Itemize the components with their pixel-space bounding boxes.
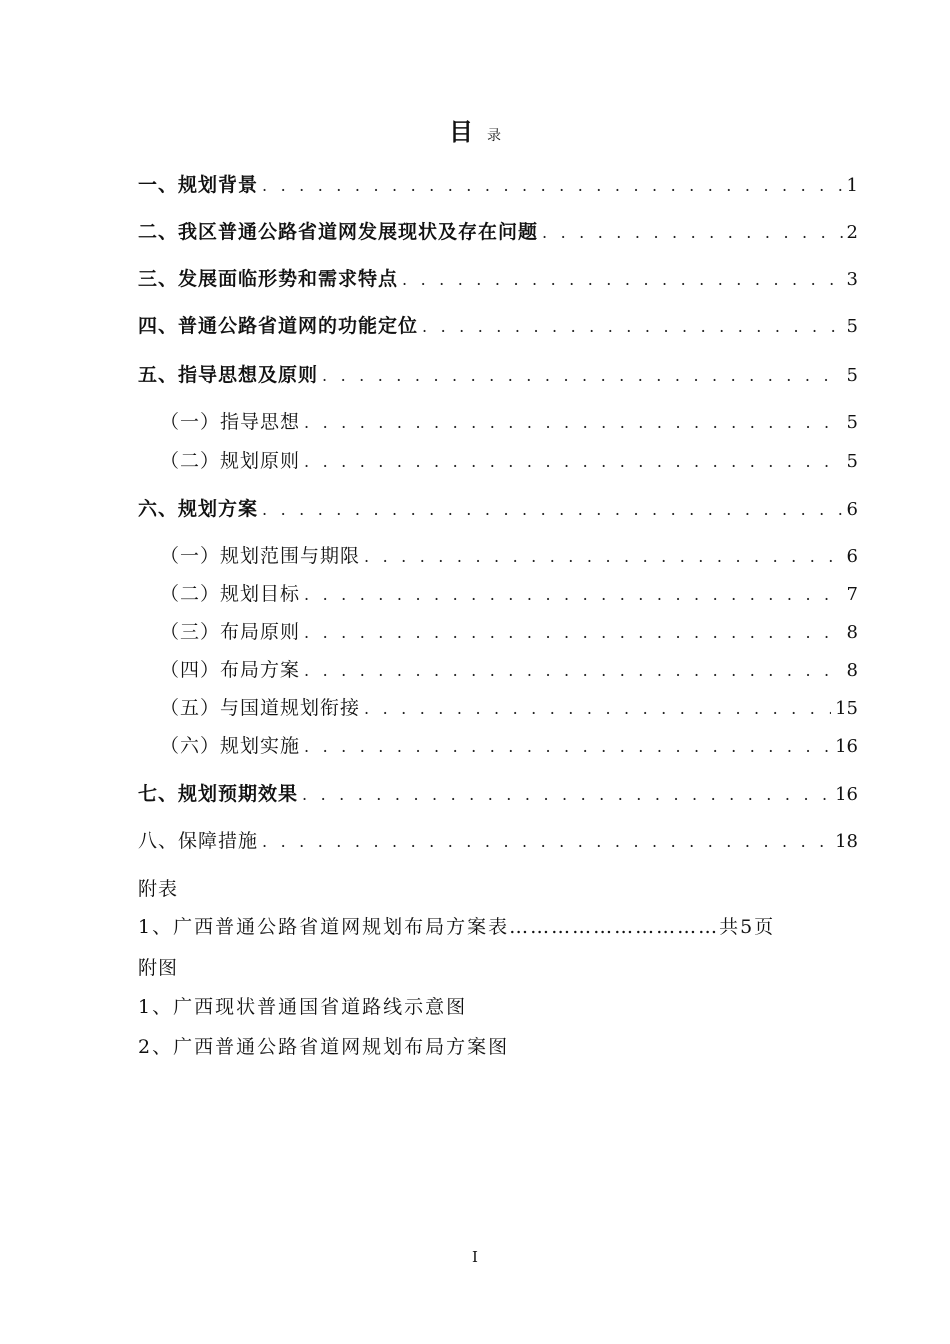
toc-entry[interactable] [138,217,858,244]
toc-entry-label: （一）规划范围与期限 [160,545,361,567]
toc-subentry[interactable] [160,655,858,682]
toc-title-sub: 录 [487,128,501,144]
toc-subentry[interactable] [160,446,858,473]
toc-entry-label: （一）指导思想 [160,411,301,433]
toc-entry-page: 8 [846,622,858,643]
toc-entry-page: 2 [846,222,858,243]
toc-entry-page: 3 [846,269,858,290]
toc-entry-page: 5 [846,412,858,433]
toc-entry-page: 5 [846,451,858,472]
toc-dot-leader [304,623,843,642]
appendix-table-item[interactable]: 1、广西普通公路省道网规划布局方案表…………………………共5页 [138,916,776,938]
toc-title [0,112,950,147]
toc-dot-leader [542,223,843,242]
toc-dot-leader [262,832,831,851]
toc-entry-label: 一、规划背景 [138,174,259,196]
toc-dot-leader [302,785,831,804]
toc-dot-leader [304,737,831,756]
toc-entry-page: 8 [846,660,858,681]
toc-entry-label: 四、普通公路省道网的功能定位 [138,315,419,337]
toc-entry[interactable] [138,779,858,806]
appendix-figure-item[interactable]: 1、广西现状普通国省道路线示意图 [138,996,468,1018]
toc-entry-label: （二）规划目标 [160,583,301,605]
toc-title-main: 目 [449,118,473,146]
toc-entry[interactable] [138,494,858,521]
toc-entry-label: 二、我区普通公路省道网发展现状及存在问题 [138,221,539,243]
toc-dot-leader [422,317,843,336]
toc-subentry[interactable] [160,617,858,644]
toc-entry[interactable] [138,311,858,338]
toc-entry-label: 五、指导思想及原则 [138,364,319,386]
toc-entry-label: 八、保障措施 [138,830,259,852]
toc-entry-page: 5 [846,365,858,386]
toc-dot-leader [304,452,843,471]
toc-dot-leader [262,176,843,195]
toc-dot-leader [364,547,843,566]
toc-dot-leader [304,413,843,432]
toc-entry-page: 6 [846,546,858,567]
toc-entry-page: 15 [835,698,858,719]
toc-entry-page: 18 [835,831,858,852]
toc-entry-page: 1 [846,175,858,196]
toc-entry-page: 7 [846,584,858,605]
toc-subentry[interactable] [160,541,858,568]
toc-entry-label: 三、发展面临形势和需求特点 [138,268,399,290]
toc-subentry[interactable] [160,579,858,606]
toc-entry[interactable] [138,170,858,197]
toc-entry-label: 七、规划预期效果 [138,783,299,805]
toc-entry[interactable] [138,264,858,291]
toc-entry-page: 5 [846,316,858,337]
toc-entry-label: （五）与国道规划衔接 [160,697,361,719]
toc-dot-leader [304,661,843,680]
toc-entry-label: （三）布局原则 [160,621,301,643]
toc-entry-page: 16 [835,736,858,757]
appendix-figure-item[interactable]: 2、广西普通公路省道网规划布局方案图 [138,1036,510,1058]
toc-subentry[interactable] [160,731,858,758]
toc-entry-label: 六、规划方案 [138,498,259,520]
appendix-table-heading: 附表 [138,878,179,900]
toc-subentry[interactable] [160,693,858,720]
toc-entry-label: （六）规划实施 [160,735,301,757]
toc-dot-leader [364,699,831,718]
toc-dot-leader [262,500,843,519]
toc-entry[interactable] [138,360,858,387]
toc-subentry[interactable] [160,407,858,434]
toc-dot-leader [304,585,843,604]
toc-entry-page: 16 [835,784,858,805]
toc-entry-label: （二）规划原则 [160,450,301,472]
appendix-figure-heading: 附图 [138,957,179,979]
toc-entry-page: 6 [846,499,858,520]
page-number: I [472,1248,478,1266]
toc-entry[interactable] [138,826,858,853]
toc-entry-label: （四）布局方案 [160,659,301,681]
toc-dot-leader [322,366,843,385]
toc-dot-leader [402,270,843,289]
